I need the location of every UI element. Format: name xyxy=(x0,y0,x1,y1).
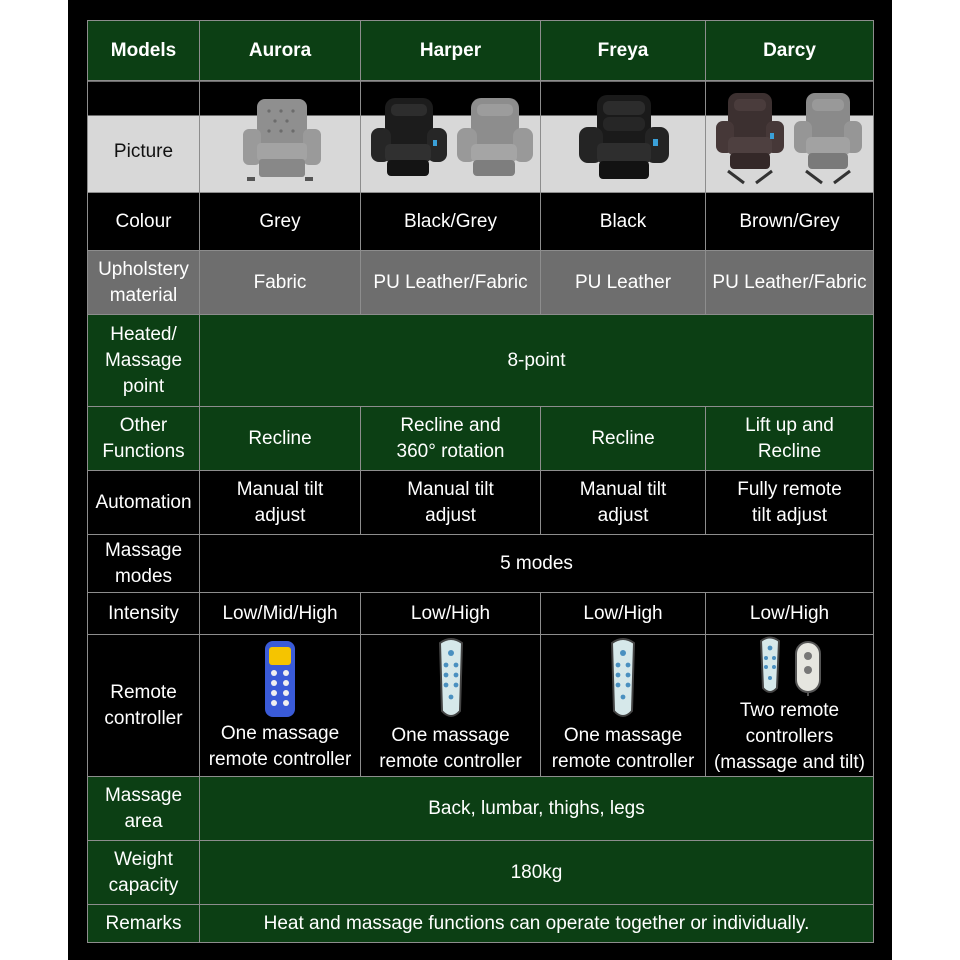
heated-label-line: Massage xyxy=(104,349,183,371)
automation-text: Manual tilt xyxy=(236,478,324,500)
remote-text: One massage xyxy=(391,724,510,746)
picture-darcy xyxy=(706,81,874,193)
model-freya: Freya xyxy=(541,21,706,81)
remarks-row xyxy=(88,905,874,943)
model-harper: Harper xyxy=(361,21,541,81)
weight-label xyxy=(88,841,200,905)
remote-label xyxy=(88,635,200,777)
remote-controller-icon xyxy=(263,639,297,719)
massage-area-row xyxy=(88,777,874,841)
other-functions-freya xyxy=(541,407,706,471)
automation-text: Manual tilt xyxy=(407,478,494,500)
upholstery-row xyxy=(88,251,874,315)
picture-freya xyxy=(541,81,706,193)
header-row xyxy=(88,21,874,81)
other-functions-text: Recline xyxy=(248,427,312,449)
remote-text: controllers xyxy=(745,725,834,747)
grey-fabric-recliner-image xyxy=(453,94,535,180)
comparison-sheet xyxy=(68,0,892,960)
brown-lift-recliner-image xyxy=(714,89,788,185)
automation-aurora xyxy=(200,471,361,535)
upholstery-harper: PU Leather/Fabric xyxy=(361,251,541,315)
massage-modes-row xyxy=(88,535,874,593)
heated-value: 8-point xyxy=(200,315,874,407)
massage-modes-value: 5 modes xyxy=(200,535,874,593)
massage-area-value: Back, lumbar, thighs, legs xyxy=(200,777,874,841)
heated-label xyxy=(88,315,200,407)
other-functions-label-line: Other xyxy=(119,414,168,436)
upholstery-label-line: Upholstery xyxy=(98,258,189,280)
picture-row xyxy=(88,81,874,193)
massage-area-label-line: area xyxy=(124,810,163,832)
grey-fabric-recliner-image xyxy=(237,91,323,183)
weight-value: 180kg xyxy=(200,841,874,905)
automation-text: Fully remote xyxy=(737,478,842,500)
automation-text: tilt adjust xyxy=(752,504,827,526)
remote-text: (massage and tilt) xyxy=(713,751,865,773)
other-functions-text: Recline and xyxy=(400,414,501,436)
other-functions-harper xyxy=(361,407,541,471)
upholstery-aurora: Fabric xyxy=(200,251,361,315)
intensity-freya: Low/High xyxy=(541,593,706,635)
weight-label-line: Weight xyxy=(114,848,173,870)
remote-aurora xyxy=(200,635,361,777)
massage-modes-label xyxy=(88,535,200,593)
picture-aurora xyxy=(200,81,361,193)
other-functions-text: Recline xyxy=(757,440,822,462)
colour-label: Colour xyxy=(88,193,200,251)
remote-controller-icon xyxy=(608,637,638,721)
other-functions-text: 360° rotation xyxy=(396,440,505,462)
intensity-aurora: Low/Mid/High xyxy=(200,593,361,635)
grey-lift-recliner-image xyxy=(792,89,866,185)
comparison-table xyxy=(87,20,874,943)
remote-freya xyxy=(541,635,706,777)
colour-freya: Black xyxy=(541,193,706,251)
other-functions-aurora xyxy=(200,407,361,471)
upholstery-label-line: material xyxy=(109,284,178,306)
heated-label-line: Heated/ xyxy=(110,323,177,345)
automation-text: Manual tilt xyxy=(579,478,667,500)
intensity-darcy: Low/High xyxy=(706,593,874,635)
model-darcy: Darcy xyxy=(706,21,874,81)
picture-label-cell xyxy=(88,81,200,193)
colour-row xyxy=(88,193,874,251)
automation-label: Automation xyxy=(88,471,200,535)
remote-controller-icon xyxy=(436,637,466,721)
massage-area-label-line: Massage xyxy=(104,784,183,806)
remote-text: Two remote xyxy=(739,699,840,721)
other-functions-label-line: Functions xyxy=(102,440,185,462)
picture-label: Picture xyxy=(113,140,174,162)
heated-row xyxy=(88,315,874,407)
remote-controller-icon xyxy=(758,636,782,696)
tilt-remote-icon xyxy=(794,640,822,696)
models-header: Models xyxy=(88,21,200,81)
upholstery-freya: PU Leather xyxy=(541,251,706,315)
upholstery-label xyxy=(88,251,200,315)
remote-label-line: controller xyxy=(104,707,183,729)
colour-aurora: Grey xyxy=(200,193,361,251)
colour-harper: Black/Grey xyxy=(361,193,541,251)
other-functions-text: Lift up and xyxy=(745,414,834,436)
automation-text: adjust xyxy=(425,504,476,526)
picture-harper xyxy=(361,81,541,193)
remote-text: remote controller xyxy=(208,748,352,770)
black-leather-recliner-image xyxy=(573,91,673,183)
black-leather-recliner-image xyxy=(367,94,449,180)
remarks-value: Heat and massage functions can operate together or individually. xyxy=(200,905,874,943)
weight-label-line: capacity xyxy=(108,874,179,896)
heated-label-line: point xyxy=(122,375,165,397)
automation-text: adjust xyxy=(254,504,306,526)
remote-row xyxy=(88,635,874,777)
massage-modes-label-line: Massage xyxy=(104,539,183,561)
automation-row xyxy=(88,471,874,535)
weight-row xyxy=(88,841,874,905)
intensity-row xyxy=(88,593,874,635)
other-functions-darcy xyxy=(706,407,874,471)
remote-text: One massage xyxy=(220,722,340,744)
massage-area-label xyxy=(88,777,200,841)
automation-darcy xyxy=(706,471,874,535)
other-functions-row xyxy=(88,407,874,471)
other-functions-label xyxy=(88,407,200,471)
remote-text: remote controller xyxy=(551,750,695,772)
remote-label-line: Remote xyxy=(110,681,177,703)
remote-darcy xyxy=(706,635,874,777)
model-aurora: Aurora xyxy=(200,21,361,81)
automation-harper xyxy=(361,471,541,535)
remote-harper xyxy=(361,635,541,777)
automation-freya xyxy=(541,471,706,535)
colour-darcy: Brown/Grey xyxy=(706,193,874,251)
intensity-harper: Low/High xyxy=(361,593,541,635)
automation-text: adjust xyxy=(597,504,649,526)
other-functions-text: Recline xyxy=(591,427,655,449)
massage-modes-label-line: modes xyxy=(114,565,173,587)
remarks-label: Remarks xyxy=(88,905,200,943)
remote-text: remote controller xyxy=(379,750,522,772)
upholstery-darcy: PU Leather/Fabric xyxy=(706,251,874,315)
remote-text: One massage xyxy=(563,724,683,746)
intensity-label: Intensity xyxy=(88,593,200,635)
